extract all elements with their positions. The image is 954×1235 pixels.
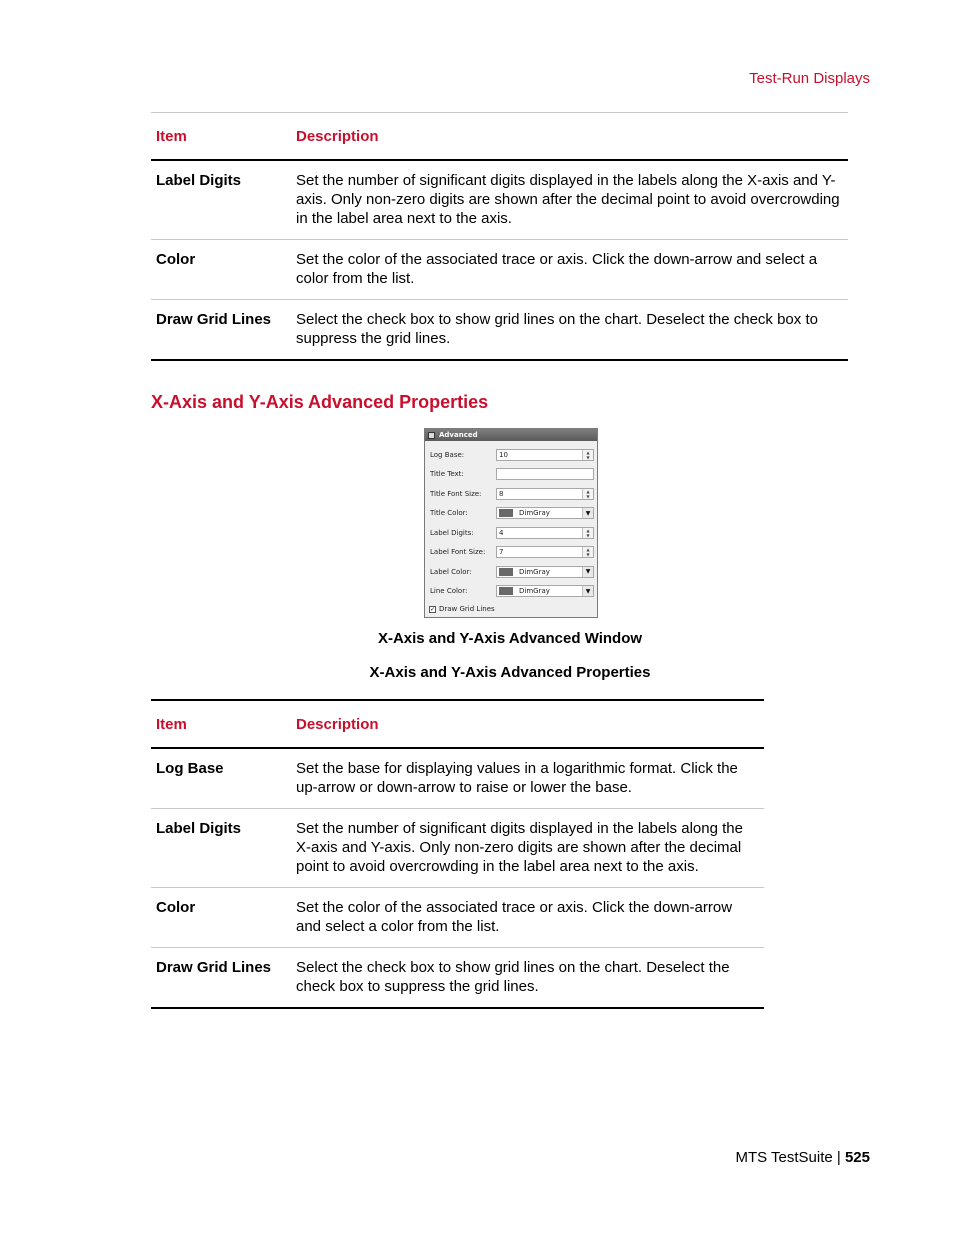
field-label: Title Font Size:: [430, 489, 482, 498]
row-description: Set the number of significant digits displayed in the labels along the X-axis and Y-axis. Only non-zero digits are shown after the decimal point to avoid overcrowding in the label area next to the axis.: [296, 172, 840, 227]
field-title-font-size: [425, 484, 597, 504]
draw-grid-lines-row: [425, 601, 597, 617]
row-item: Draw Grid Lines: [151, 948, 291, 1009]
column-header-item: Item: [151, 700, 291, 748]
table-row: [151, 240, 848, 300]
chevron-down-icon[interactable]: ▼: [582, 567, 593, 577]
title-font-size-stepper[interactable]: [496, 488, 594, 500]
table-row: [151, 300, 848, 361]
spin-arrows-icon[interactable]: ▲ ▼: [582, 528, 593, 538]
table-row: [151, 809, 764, 888]
line-color-select[interactable]: [496, 585, 594, 597]
field-label: Line Color:: [430, 587, 468, 596]
table-row: [151, 888, 764, 948]
column-header-item: Item: [151, 113, 291, 161]
field-label-color: [425, 562, 597, 582]
spin-arrows-icon[interactable]: ▲ ▼: [582, 450, 593, 460]
field-value: DimGray: [519, 587, 550, 596]
page-number: 525: [844, 1149, 870, 1166]
field-value: DimGray: [519, 567, 550, 576]
color-swatch: [499, 509, 513, 517]
row-item: Color: [151, 888, 291, 948]
spin-arrows-icon[interactable]: ▲ ▼: [582, 547, 593, 557]
label-font-size-stepper[interactable]: [496, 546, 594, 558]
section-heading: X-Axis and Y-Axis Advanced Properties: [151, 392, 489, 412]
row-item: Label Digits: [151, 809, 291, 888]
chevron-down-icon[interactable]: ▼: [582, 508, 593, 518]
panel-title: Advanced: [439, 431, 478, 439]
field-label: Title Color:: [430, 509, 468, 518]
field-label-digits: [425, 523, 597, 543]
field-line-color: [425, 582, 597, 602]
row-item: Draw Grid Lines: [151, 300, 291, 361]
table-row: [151, 748, 764, 809]
field-title-color: [425, 504, 597, 524]
checkbox-label[interactable]: Draw Grid Lines: [439, 605, 495, 613]
properties-table-2: [151, 699, 764, 1009]
table-row: [151, 160, 848, 240]
label-color-select[interactable]: [496, 566, 594, 578]
chevron-down-icon[interactable]: ▼: [582, 586, 593, 596]
field-value: DimGray: [519, 509, 550, 518]
row-description: Select the check box to show grid lines on the chart. Deselect the check box to suppress the grid lines.: [291, 948, 764, 1009]
advanced-panel: [424, 428, 598, 618]
field-label: Label Digits:: [430, 528, 474, 537]
field-label: Label Font Size:: [430, 548, 486, 557]
row-item: Label Digits: [156, 172, 242, 189]
panel-title-bar: [425, 429, 597, 441]
panel-collapse-icon[interactable]: [428, 432, 435, 439]
row-item: Color: [151, 240, 291, 300]
color-swatch: [499, 587, 513, 595]
properties-table-1: [151, 112, 848, 361]
table-row: [151, 948, 764, 1009]
label-digits-stepper[interactable]: [496, 527, 594, 539]
field-label: Title Text:: [430, 470, 464, 479]
row-item: Log Base: [156, 760, 224, 777]
field-log-base: [425, 445, 597, 465]
row-description: Set the number of significant digits displayed in the labels along the X-axis and Y-axis. Only non-zero digits are shown after the decimal point to avoid overcrowding in the label area next to the axis.: [291, 809, 764, 888]
field-label-font-size: [425, 543, 597, 563]
table-caption: X-Axis and Y-Axis Advanced Properties: [369, 664, 651, 681]
spin-arrows-icon[interactable]: ▲ ▼: [582, 489, 593, 499]
field-value[interactable]: 4: [499, 528, 504, 537]
page-footer: [735, 1149, 870, 1166]
row-description: Set the base for displaying values in a logarithmic format. Click the up-arrow or down-arrow to raise or lower the base.: [296, 760, 738, 796]
footer-product: MTS TestSuite |: [735, 1149, 841, 1166]
title-color-select[interactable]: [496, 507, 594, 519]
field-label: Log Base:: [430, 450, 465, 459]
figure-caption: X-Axis and Y-Axis Advanced Window: [377, 630, 643, 647]
draw-grid-lines-checkbox[interactable]: ✓: [430, 605, 436, 613]
row-description: Set the color of the associated trace or axis. Click the down-arrow and select a color from the list.: [291, 240, 848, 300]
row-description: Set the color of the associated trace or axis. Click the down-arrow and select a color from the list.: [291, 888, 764, 948]
row-description: Select the check box to show grid lines on the chart. Deselect the check box to suppress the grid lines.: [291, 300, 848, 361]
column-header-description: Description: [291, 700, 764, 748]
running-header: Test-Run Displays: [749, 70, 870, 87]
field-title-text: [425, 465, 597, 485]
field-value[interactable]: 10: [499, 450, 508, 459]
field-value[interactable]: 8: [499, 489, 504, 498]
color-swatch: [499, 568, 513, 576]
log-base-stepper[interactable]: [496, 449, 594, 461]
field-label: Label Color:: [430, 567, 472, 576]
title-text-input[interactable]: [496, 468, 594, 480]
field-value[interactable]: 7: [499, 548, 504, 557]
column-header-description: Description: [291, 113, 848, 161]
